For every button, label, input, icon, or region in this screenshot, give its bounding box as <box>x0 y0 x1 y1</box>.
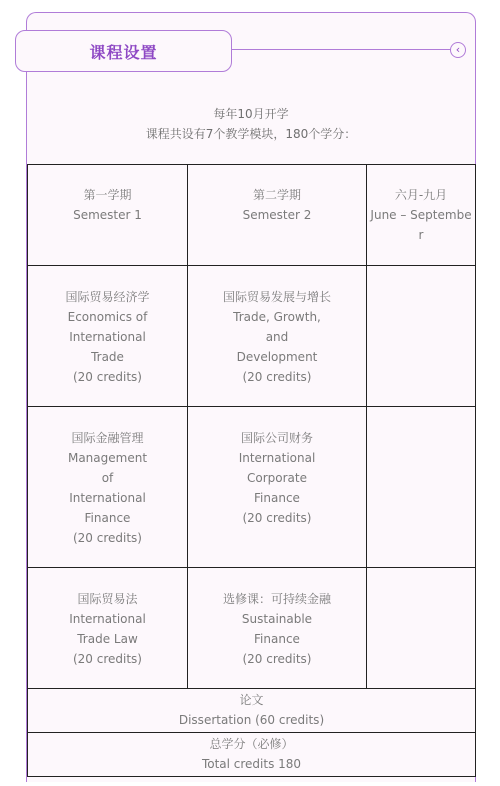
module-en: Finance <box>84 511 131 525</box>
total-en: Total credits 180 <box>201 757 302 771</box>
module-en: of <box>101 471 114 485</box>
module-credits: (20 credits) <box>72 531 142 545</box>
module-cell <box>28 568 188 689</box>
module-en: International <box>69 330 146 344</box>
module-credits: (20 credits) <box>242 652 312 666</box>
module-en: Development <box>236 350 318 364</box>
table-header-row <box>28 165 476 266</box>
header-en: June – Septembe <box>370 208 472 222</box>
header-summer <box>367 165 476 266</box>
module-credits: (20 credits) <box>242 370 312 384</box>
module-en: Finance <box>254 632 300 646</box>
table-row <box>28 266 476 407</box>
section-title: 课程设置 <box>15 30 232 72</box>
curriculum-table <box>27 164 476 777</box>
header-semester-1 <box>28 165 188 266</box>
module-cn: 国际贸易经济学 <box>65 290 150 304</box>
module-en: International <box>238 451 316 465</box>
module-cn: 国际金融管理 <box>71 431 144 445</box>
chevron-left-icon[interactable]: ‹ <box>450 42 466 58</box>
module-cn: 选修课：可持续金融 <box>222 592 331 606</box>
module-credits: (20 credits) <box>72 370 142 384</box>
header-cn: 第一学期 <box>83 188 132 202</box>
header-cn: 六月-九月 <box>394 188 448 202</box>
dissertation-cell <box>28 689 476 733</box>
module-en: Trade, Growth, <box>233 310 321 324</box>
module-credits: (20 credits) <box>242 511 312 525</box>
total-cn: 总学分（必修） <box>209 737 294 751</box>
intro-text <box>27 104 475 144</box>
intro-line-start: 每年10月开学 <box>213 107 289 121</box>
dissertation-cn: 论文 <box>239 693 264 707</box>
module-en: Trade Law <box>77 632 138 646</box>
module-en: Sustainable <box>241 612 313 626</box>
module-en: Finance <box>254 491 300 505</box>
header-en-wrap: r <box>418 228 424 242</box>
header-cn: 第二学期 <box>252 188 301 202</box>
module-cell <box>28 407 188 568</box>
module-cell <box>28 266 188 407</box>
header-en: Semester 1 <box>73 208 142 222</box>
table-row <box>28 568 476 689</box>
module-cn: 国际公司财务 <box>240 431 313 445</box>
dissertation-row <box>28 689 476 733</box>
module-credits: (20 credits) <box>72 652 142 666</box>
dissertation-en: Dissertation (60 credits) <box>178 713 325 727</box>
module-en: International <box>69 491 146 505</box>
module-cell <box>188 266 367 407</box>
empty-cell <box>367 568 476 689</box>
title-divider-line <box>232 49 452 50</box>
total-cell <box>28 733 476 777</box>
empty-cell <box>367 407 476 568</box>
module-en: and <box>265 330 289 344</box>
module-en: International <box>69 612 146 626</box>
module-cn: 国际贸易法 <box>77 592 138 606</box>
empty-cell <box>367 266 476 407</box>
table-row <box>28 407 476 568</box>
module-en: Management <box>67 451 148 465</box>
module-en: Economics of <box>67 310 148 324</box>
module-en: Corporate <box>247 471 307 485</box>
module-cn: 国际贸易发展与增长 <box>222 290 331 304</box>
module-en: Trade <box>91 350 124 364</box>
module-cell <box>188 568 367 689</box>
header-en: Semester 2 <box>242 208 312 222</box>
total-row <box>28 733 476 777</box>
header-semester-2 <box>188 165 367 266</box>
module-cell <box>188 407 367 568</box>
intro-line-modules: 课程共设有7个教学模块，180个学分： <box>145 127 357 141</box>
